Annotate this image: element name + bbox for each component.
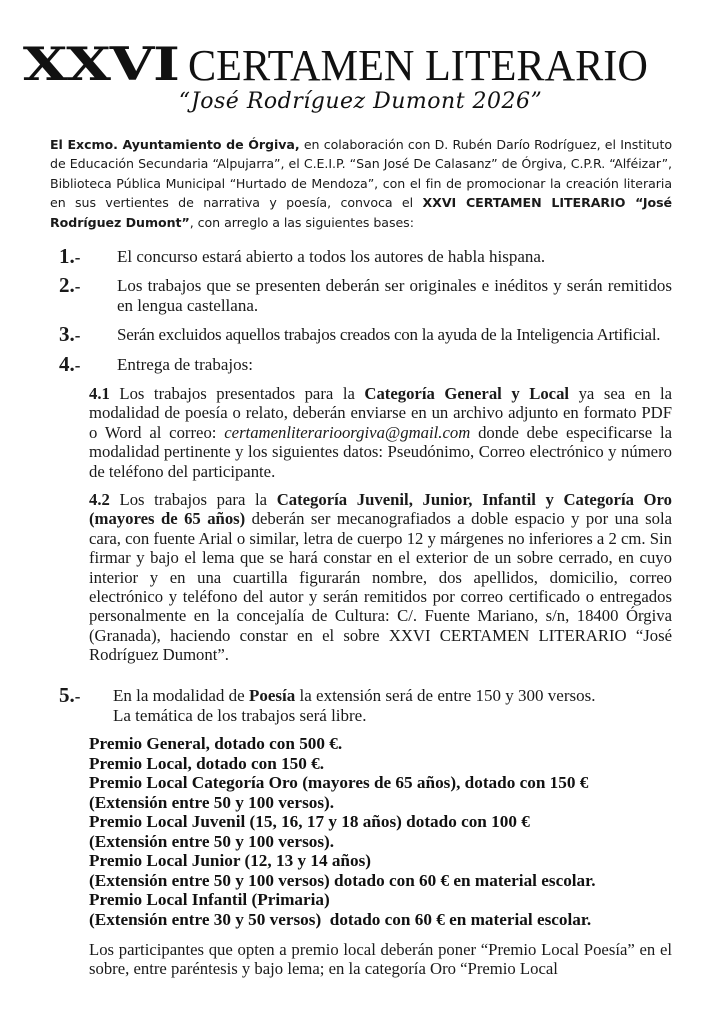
- prize-line: Premio Local Infantil (Primaria): [89, 890, 330, 909]
- contact-email: certamenliterarioorgiva@gmail.com: [224, 422, 471, 442]
- base-number: 1.-: [59, 244, 81, 268]
- prize-line: Premio Local Categoría Oro (mayores de 65 años), dotado con 150 €: [89, 773, 589, 792]
- intro-paragraph: El Excmo. Ayuntamiento de Órgiva, en colaboración con D. Rubén Darío Rodríguez, el Instituto de Educación Secundaria “Alpujarra”, el C.E.I.P. “San José De Calasanz” de Órgiva, C.P.R. “Alféizar”, Biblioteca Pública Municipal “Hurtado de Mendoza”, con el fin de promocionar la creación literaria en sus vertientes de narrativa y poesía, convoca el XXVI CERTAMEN LITERARIO “José Rodríguez Dumont”, con arreglo a las siguientes bases:: [50, 137, 673, 230]
- base-text: Serán excluidos aquellos trabajos creados con la ayuda de la Inteligencia Artificial.: [117, 325, 661, 344]
- section-4-2: 4.2 Los trabajos para la Categoría Juvenil, Junior, Infantil y Categoría Oro (mayores de 65 años) deberán ser mecanografiados a doble espacio y por una sola cara, con fuente Arial o similar, letra de cuerpo 12 y márgenes no inferiores a 2 cm. Sin firmar y bajo el lema que se hará constar en el exterior de un sobre cerrado, en cuyo interior y en una cuartilla figurarán nombre, dos apellidos, domicilio, correo electrónico y teléfono del autor y serán remitidos por correo certificado o entregados personalmente en la concejalía de Cultura: C/. Fuente Mariano, s/n, 18400 Órgiva (Granada), haciendo constar en el sobre XXVI CERTAMEN LITERARIO “José Rodríguez Dumont”.: [89, 490, 673, 665]
- base-text: El concurso estará abierto a todos los autores de habla hispana.: [117, 247, 546, 266]
- base-text: Los trabajos que se presenten deberán ser originales e inéditos y serán remitidos en lengua castellana.: [117, 276, 672, 315]
- prize-line: Premio Local, dotado con 150 €.: [89, 753, 325, 773]
- closing-paragraph: Los participantes que opten a premio local deberán poner “Premio Local Poesía” en el sobre, entre paréntesis y bajo lema; en la categoría Oro “Premio Local: [89, 940, 672, 979]
- base-text: En la modalidad de Poesía la extensión será de entre 150 y 300 versos. La temática de los trabajos será libre.: [113, 686, 596, 725]
- prize-list: [89, 734, 689, 929]
- base-number: 2.-: [59, 273, 81, 297]
- base-number: 5.-: [59, 683, 81, 707]
- base-item-5: [0, 683, 721, 726]
- intro-contest-name: XXVI CERTAMEN LITERARIO “José Rodríguez Dumont”: [50, 195, 673, 230]
- page-title: [0, 37, 721, 91]
- section-4-1: 4.1 Los trabajos presentados para la Categoría General y Local ya sea en la modalidad de poesía o relato, deberán enviarse en un archivo adjunto en formato PDF o Word al correo: certamenliterarioorgiva@gmail.com donde debe especificarse la modalidad pertinente y los siguientes datos: Pseudónimo, Correo electrónico y número de teléfono del participante.: [89, 384, 673, 481]
- prize-line: (Extensión entre 50 y 100 versos).: [89, 831, 335, 851]
- base-text: Entrega de trabajos:: [117, 355, 253, 374]
- page-subtitle: “José Rodríguez Dumont 2026”: [178, 89, 543, 114]
- intro-organizer: El Excmo. Ayuntamiento de Órgiva,: [50, 137, 300, 152]
- base-number: 4.-: [59, 352, 81, 376]
- prize-line: (Extensión entre 50 y 100 versos).: [89, 792, 335, 812]
- base-number: 3.-: [59, 322, 81, 346]
- title-roman-numeral: XXVI: [22, 37, 179, 91]
- prize-line: (Extensión entre 50 y 100 versos) dotado con 60 € en material escolar.: [89, 870, 596, 890]
- prize-line: Premio General, dotado con 500 €.: [89, 734, 343, 753]
- prize-line: Premio Local Juvenil (15, 16, 17 y 18 años) dotado con 100 €: [89, 812, 530, 831]
- prize-line: (Extensión entre 30 y 50 versos) dotado con 60 € en material escolar.: [89, 909, 592, 929]
- title-text: CERTAMEN LITERARIO: [188, 41, 649, 90]
- prize-line: Premio Local Junior (12, 13 y 14 años): [89, 851, 371, 870]
